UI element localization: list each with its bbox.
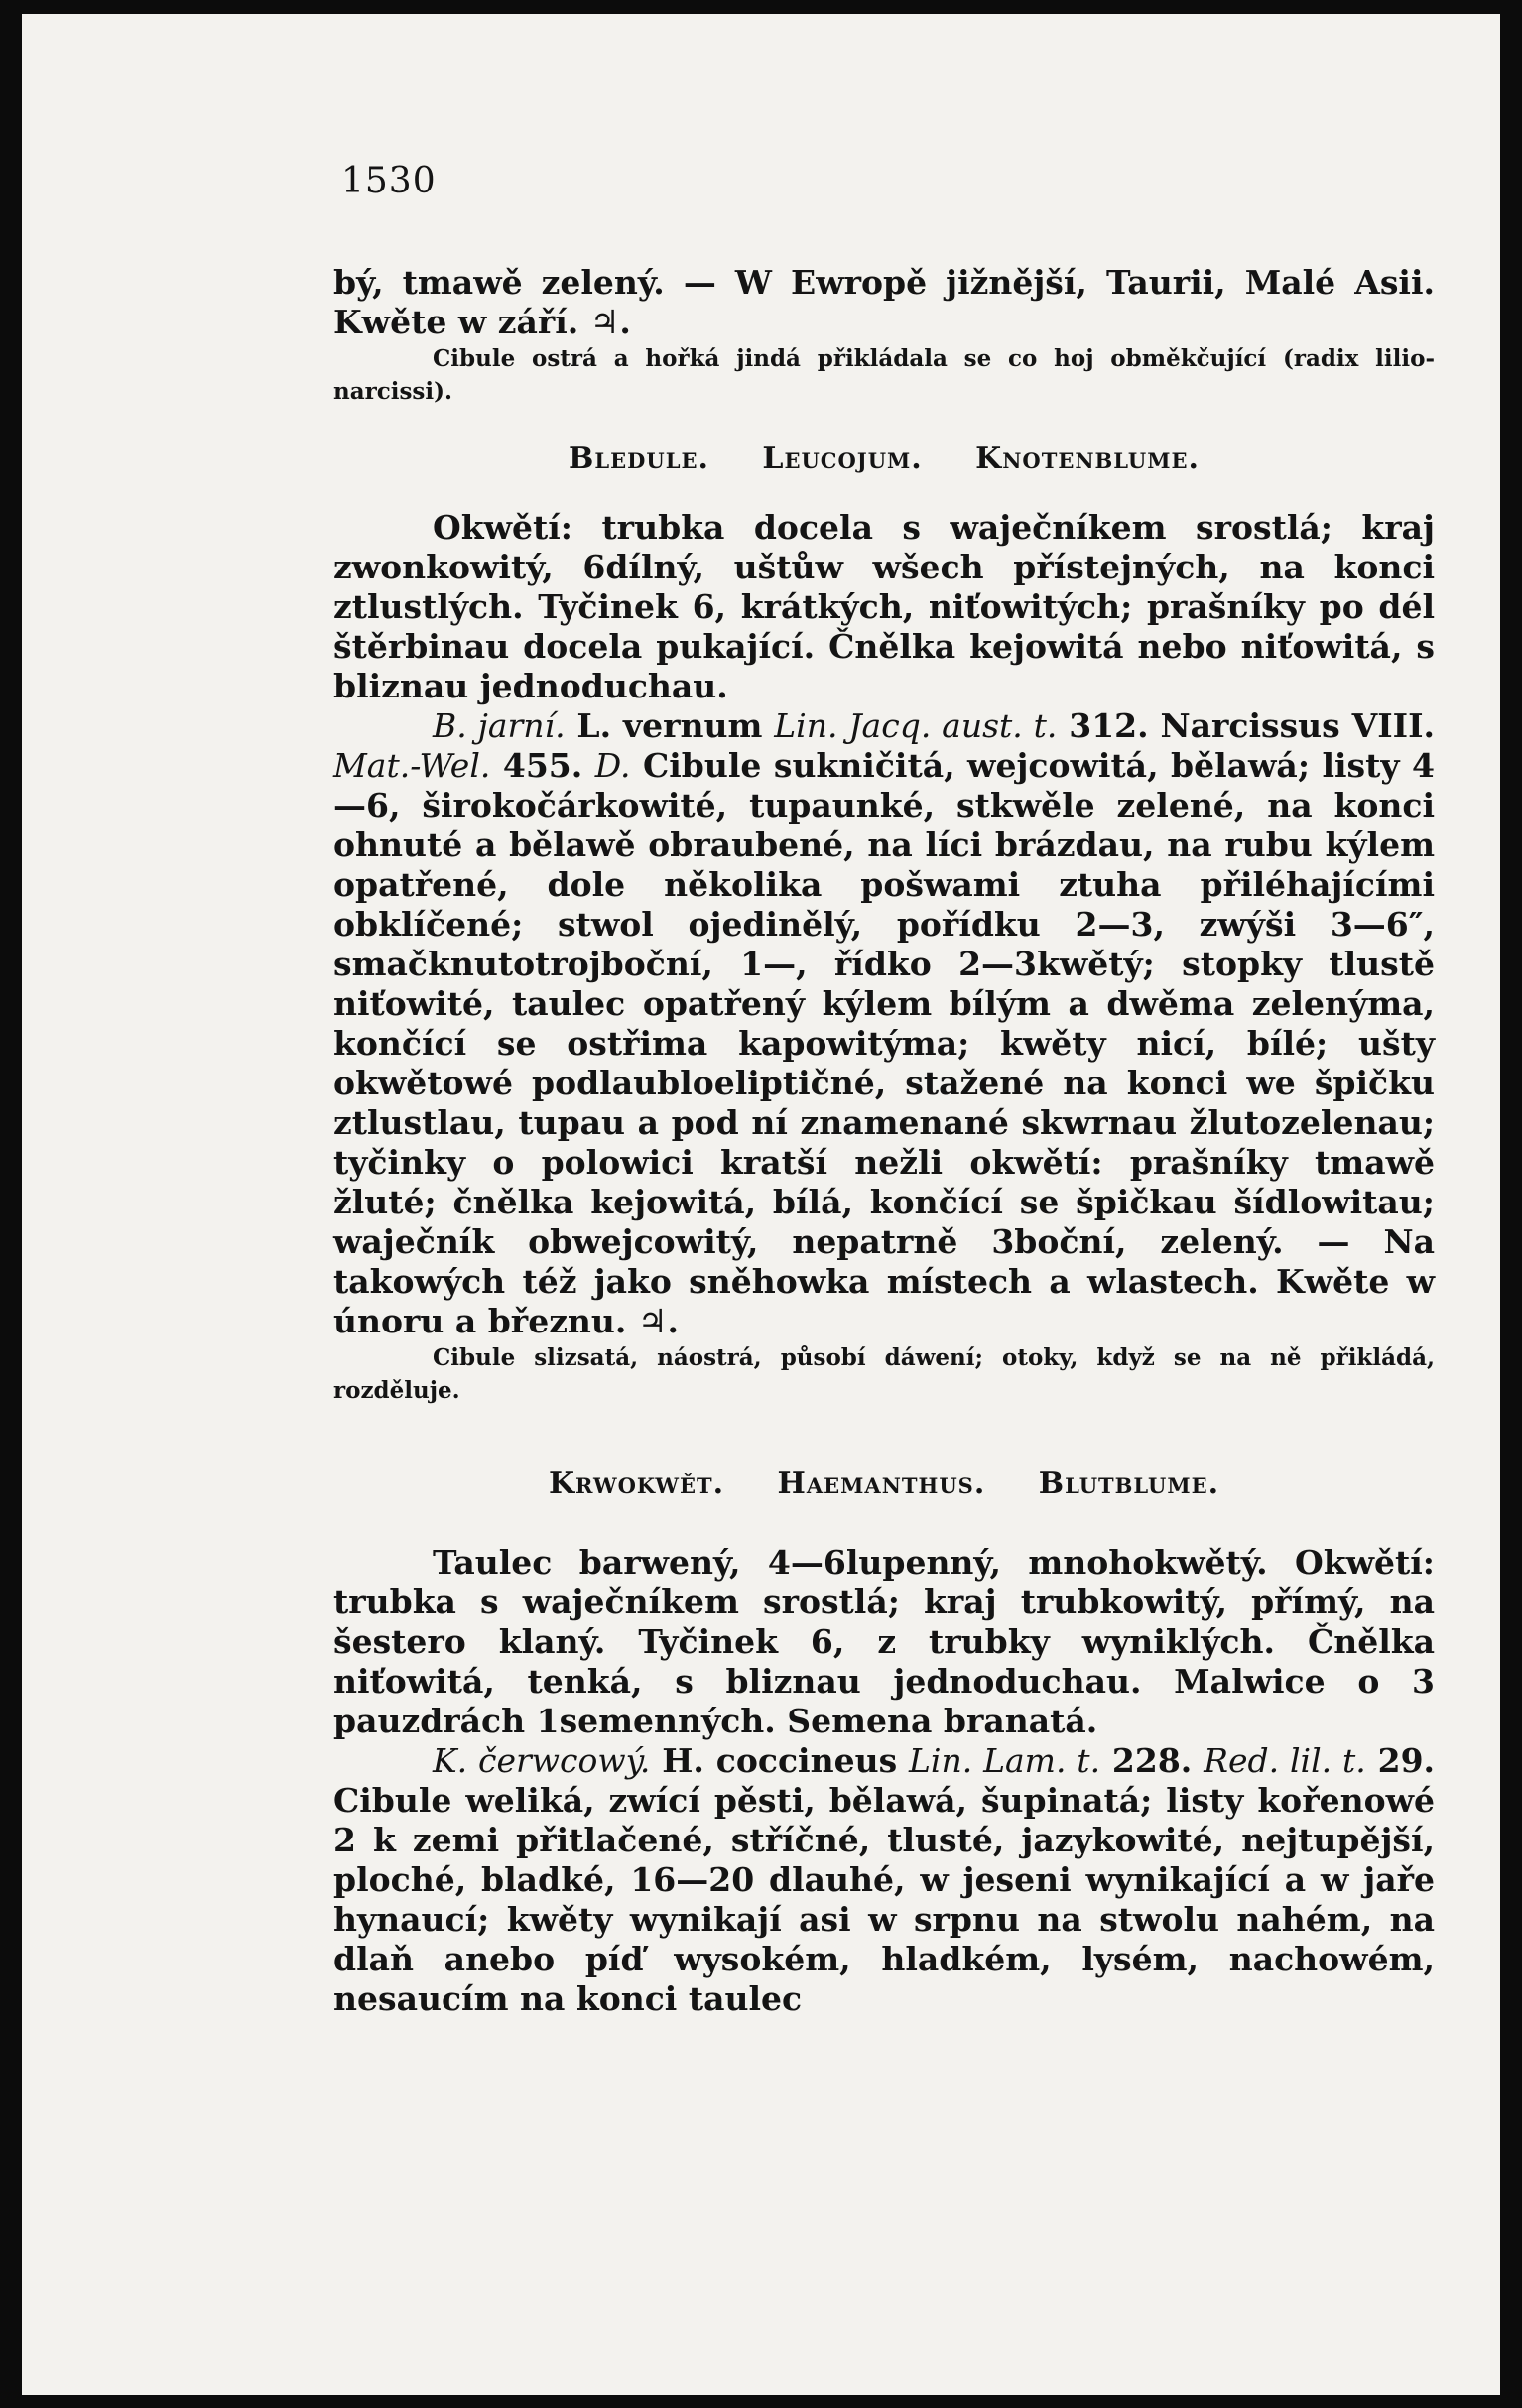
citation-authors: Lin. Jacq. aust. t. (774, 706, 1058, 745)
citation-d: D. (594, 746, 631, 785)
species-description: 29. Cibule weliká, zwící pěsti, bělawá, šupinatá; listy kořenowé 2 k zemi přitlačené, stříčné, tlusté, jazykowité, nejtupější, ploché, bladké, 16—20 dlauhé, w jeseni wynikající a w jaře hynaucí; kwěty wynikají asi w srpnu na stwolu nahém, na dlaň anebo píď wysokém, hladkém, lysém, nachowém, nesaucím na konci taulec (333, 1741, 1436, 2018)
species-name: K. čerwcowý. (433, 1741, 651, 1780)
book-page (22, 14, 1500, 2395)
citation-lin-lam: Lin. Lam. t. (909, 1741, 1101, 1780)
species-name: B. jarní. (433, 706, 566, 745)
genus-heading-haemanthus: Krwokwět. Haemanthus. Blutblume. (548, 1466, 1220, 1501)
genus-heading-leucojum: Bledule. Leucojum. Knotenblume. (569, 442, 1200, 476)
genus-description-leucojum: Okwětí: trubka docela s waječníkem srostlá; kraj zwonkowitý, 6dílný, uštůw wšech přístejných, na konci ztlustlých. Tyčinek 6, krátkých, niťowitých; prašníky po dél štěrbinau docela pukající. Čnělka kejowitá nebo niťowitá, s bliznau jednoduchau. (333, 508, 1435, 705)
paragraph-continuation: bý, tmawě zelený. — W Ewropě jižnější, Taurii, Malé Asii. Kwěte w září. ♃. (333, 263, 1435, 341)
note-usage-2: Cibule slizsatá, náostrá, působí dáwení; otoky, když se na ně přikládá, rozděluje. (333, 1344, 1435, 1404)
page-number: 1530 (341, 161, 437, 201)
page-text-block (333, 161, 1435, 2019)
genus-description-haemanthus: Taulec barwený, 4—6lupenný, mnohokwětý. Okwětí: trubka s waječníkem srostlá; kraj trubkowitý, přímý, na šestero klaný. Tyčinek 6, z trubky wyniklých. Čnělka niťowitá, tenká, s bliznau jednoduchau. Malwice o 3 pauzdrách 1semenných. Semena branatá. (333, 1543, 1435, 1740)
species-description: Cibule sukničitá, wejcowitá, bělawá; listy 4—6, širokočárkowité, tupaunké, stkwěle zelené, na konci ohnuté a bělawě obraubené, na líci brázdau, na rubu kýlem opatřené, dole několika pošwami ztuha přiléhajícími obklíčené; stwol ojedinělý, pořídku 2—3, zwýši 3—6″, smačknutotrojboční, 1—, řídko 2—3kwětý; stopky tlustě niťowité, taulec opatřený kýlem bílým a dwěma zelenýma, končící se ostřima kapowitýma; kwěty nicí, bílé; ušty okwětowé podlaubloeliptičné, stažené na konci we špičku ztlustlau, tupau a pod ní znamenané skwrnau žlutozelenau; tyčinky o polowici kratší nežli okwětí: prašníky tmawě žluté; čnělka kejowitá, bílá, končící se špičkau šídlowitau; waječník obwejcowitý, nepatrně 3boční, zelený. — Na takowých též jako sněhowka místech a wlastech. Kwěte w únoru a březnu. ♃. (333, 746, 1435, 1340)
citation-red-lil: Red. lil. t. (1204, 1741, 1366, 1780)
note-usage-1: Cibule ostrá a hořká jindá přikládala se co hoj obměkčující (radix lilio-narcissi). (333, 345, 1435, 405)
species-entry-haemanthus-coccineus: K. čerwcowý. H. coccineus Lin. Lam. t. 228. Red. lil. t. 29. Cibule weliká, zwící pěsti, bělawá, šupinatá; listy kořenowé 2 k zemi přitlačené, stříčné, tlusté, jazykowité, nejtupější, ploché, bladké, 16—20 dlauhé, w jeseni wynikající a w jaře hynaucí; kwěty wynikají asi w srpnu na stwolu nahém, na dlaň anebo píď wysokém, hladkém, lysém, nachowém, nesaucím na konci taulec (333, 1741, 1436, 2018)
citation-mat-wel: Mat.-Wel. (333, 746, 491, 785)
species-entry-leucojum-vernum: B. jarní. L. vernum Lin. Jacq. aust. t. 312. Narcissus VIII. Mat.-Wel. 455. D. Cibule sukničitá, wejcowitá, bělawá; listy 4—6, širokočárkowité, tupaunké, stkwěle zelené, na konci ohnuté a bělawě obraubené, na líci brázdau, na rubu kýlem opatřené, dole několika pošwami ztuha přiléhajícími obklíčené; stwol ojedinělý, pořídku 2—3, zwýši 3—6″, smačknutotrojboční, 1—, řídko 2—3kwětý; stopky tlustě niťowité, taulec opatřený kýlem bílým a dwěma zelenýma, končící se ostřima kapowitýma; kwěty nicí, bílé; ušty okwětowé podlaubloeliptičné, stažené na konci we špičku ztlustlau, tupau a pod ní znamenané skwrnau žlutozelenau; tyčinky o polowici kratší nežli okwětí: prašníky tmawě žluté; čnělka kejowitá, bílá, končící se špičkau šídlowitau; waječník obwejcowitý, nepatrně 3boční, zelený. — Na takowých též jako sněhowka místech a wlastech. Kwěte w únoru a březnu. ♃. (333, 706, 1435, 1340)
